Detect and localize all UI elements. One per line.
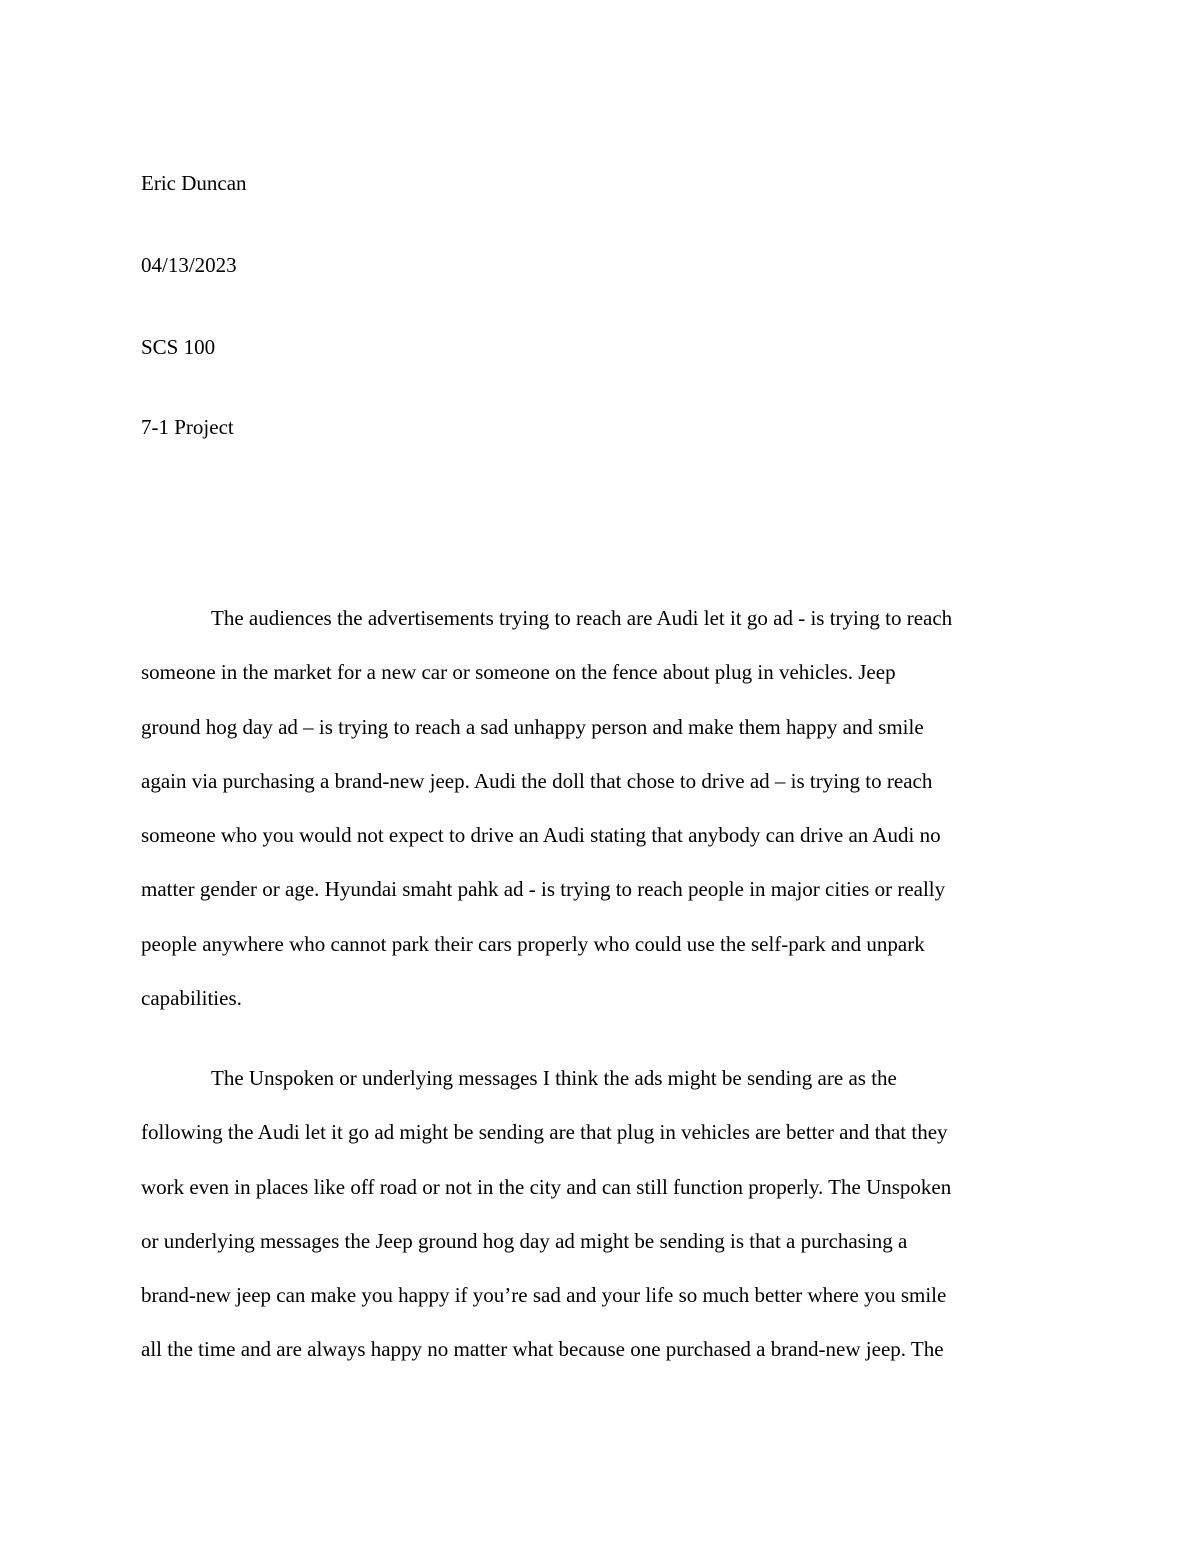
paragraph-line: The Unspoken or underlying messages I think the ads might be sending are as the <box>211 1066 897 1090</box>
paragraph-line: capabilities. <box>141 986 242 1011</box>
paragraph-line: ground hog day ad – is trying to reach a sad unhappy person and make them happy and smile <box>141 714 924 739</box>
paragraph-line: matter gender or age. Hyundai smaht pahk ad - is trying to reach people in major cities or really <box>141 877 946 902</box>
paragraph-line: work even in places like off road or not in the city and can still function properly. The Unspoken <box>141 1174 952 1199</box>
paragraph-messages <box>141 1065 1061 1391</box>
paragraph-line: all the time and are always happy no matter what because one purchased a brand-new jeep. The <box>141 1337 944 1362</box>
paragraph-line: people anywhere who cannot park their cars properly who could use the self-park and unpark <box>141 931 925 956</box>
document-date: 04/13/2023 <box>141 253 237 277</box>
paragraph-line: brand-new jeep can make you happy if you’re sad and your life so much better where you smile <box>141 1283 947 1308</box>
paragraph-line: following the Audi let it go ad might be sending are that plug in vehicles are better and that they <box>141 1120 948 1145</box>
paragraph-line: The audiences the advertisements trying to reach are Audi let it go ad - is trying to reach <box>211 606 953 630</box>
paragraph-line: again via purchasing a brand-new jeep. Audi the doll that chose to drive ad – is trying to reach <box>141 768 933 793</box>
assignment-title: 7-1 Project <box>141 415 234 439</box>
paragraph-line: or underlying messages the Jeep ground hog day ad might be sending is that a purchasing a <box>141 1228 908 1253</box>
paragraph-line: someone in the market for a new car or someone on the fence about plug in vehicles. Jeep <box>141 660 896 685</box>
paragraph-line: someone who you would not expect to drive an Audi stating that anybody can drive an Audi no <box>141 823 941 848</box>
author-name: Eric Duncan <box>141 171 247 195</box>
paragraph-audiences <box>141 605 1061 1039</box>
course-code: SCS 100 <box>141 335 216 359</box>
